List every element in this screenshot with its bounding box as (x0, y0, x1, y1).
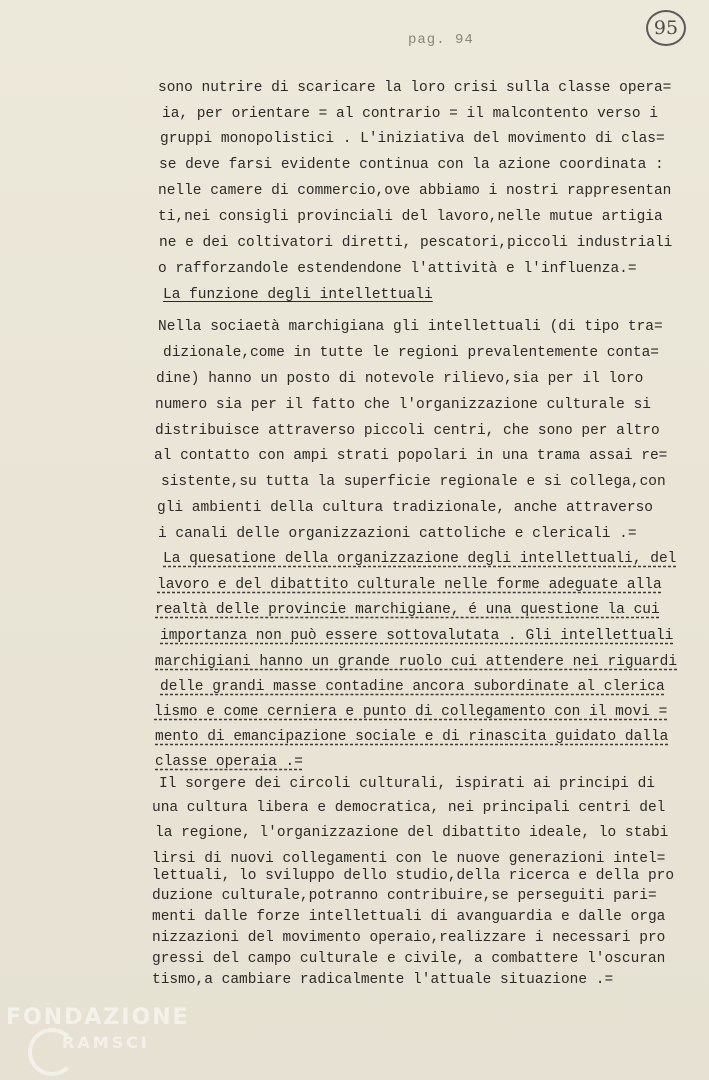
underlined-line: classe operaia .= (155, 754, 303, 770)
text-line: distribuisce attraverso piccoli centri, che sono per altro (155, 423, 660, 439)
text-line: sono nutrire di scaricare la loro crisi sulla classe opera= (158, 80, 672, 96)
section-heading: La funzione degli intellettuali (163, 287, 433, 303)
text-line: o rafforzandole estendendone l'attività e l'influenza.= (158, 261, 637, 277)
underlined-line: delle grandi masse contadine ancora subordinate al clerica (160, 679, 665, 695)
page-number: pag. 94 (408, 32, 474, 48)
text-line: nizzazioni del movimento operaio,realizzare i necessari pro (152, 930, 666, 946)
text-line: numero sia per il fatto che l'organizzazione culturale si (155, 397, 651, 413)
folio-stamp (646, 10, 686, 46)
text-line: nelle camere di commercio,ove abbiamo i nostri rappresentan (158, 183, 672, 199)
watermark-title: FONDAZIONE (6, 1005, 190, 1030)
text-line: se deve farsi evidente continua con la azione coordinata : (159, 157, 664, 173)
text-line: duzione culturale,potranno contribuire,se perseguiti pari= (152, 888, 657, 904)
folio-number: 95 (653, 17, 679, 39)
text-line: tismo,a cambiare radicalmente l'attuale situazione .= (152, 972, 614, 988)
underlined-line: mento di emancipazione sociale e di rinascita guidato dalla (155, 729, 669, 745)
text-line: gressi del campo culturale e civile, a combattere l'oscuran (152, 951, 666, 967)
text-line: Nella sociaetà marchigiana gli intellettuali (di tipo tra= (158, 319, 663, 335)
text-line: lettuali, lo sviluppo dello studio,della ricerca e della pro (152, 868, 675, 884)
text-line: ti,nei consigli provinciali del lavoro,nelle mutue artigia (158, 209, 663, 225)
underlined-line: La quesatione della organizzazione degli intellettuali, del (163, 551, 677, 567)
text-line: una cultura libera e democratica, nei principali centri del (152, 800, 666, 816)
underlined-line: realtà delle provincie marchigiane, é una questione la cui (155, 602, 660, 618)
underlined-line: lismo e come cerniera e punto di collegamento con il movi = (154, 704, 668, 720)
text-line: gli ambienti della cultura tradizionale, anche attraverso (157, 500, 653, 516)
text-line: ne e dei coltivatori diretti, pescatori,piccoli industriali (159, 235, 673, 251)
text-line: lirsi di nuovi collegamenti con le nuove generazioni intel= (152, 851, 666, 867)
text-line: dizionale,come in tutte le regioni prevalentemente conta= (163, 345, 659, 361)
underlined-line: importanza non può essere sottovalutata . Gli intellettuali (160, 628, 674, 644)
text-line: al contatto con ampi strati popolari in una trama assai re= (154, 448, 668, 464)
text-line: dine) hanno un posto di notevole rilievo,sia per il loro (156, 371, 644, 387)
text-line: sistente,su tutta la superficie regionale e si collega,con (161, 474, 666, 490)
text-line: la regione, l'organizzazione del dibattito ideale, lo stabi (155, 825, 669, 841)
underlined-line: lavoro e del dibattito culturale nelle forme adeguate alla (157, 577, 662, 593)
underlined-line: marchigiani hanno un grande ruolo cui attendere nei riguardi (155, 654, 678, 670)
text-line: ia, per orientare = al contrario = il malcontento verso i (162, 106, 658, 122)
text-line: menti dalle forze intellettuali di avanguardia e dalle orga (152, 909, 666, 925)
text-line: i canali delle organizzazioni cattoliche e clericali .= (158, 526, 637, 542)
watermark-subtitle: RAMSCI (62, 1033, 150, 1052)
text-line: gruppi monopolistici . L'iniziativa del movimento di clas= (160, 131, 665, 147)
text-line: Il sorgere dei circoli culturali, ispirati ai principi di (159, 776, 655, 792)
